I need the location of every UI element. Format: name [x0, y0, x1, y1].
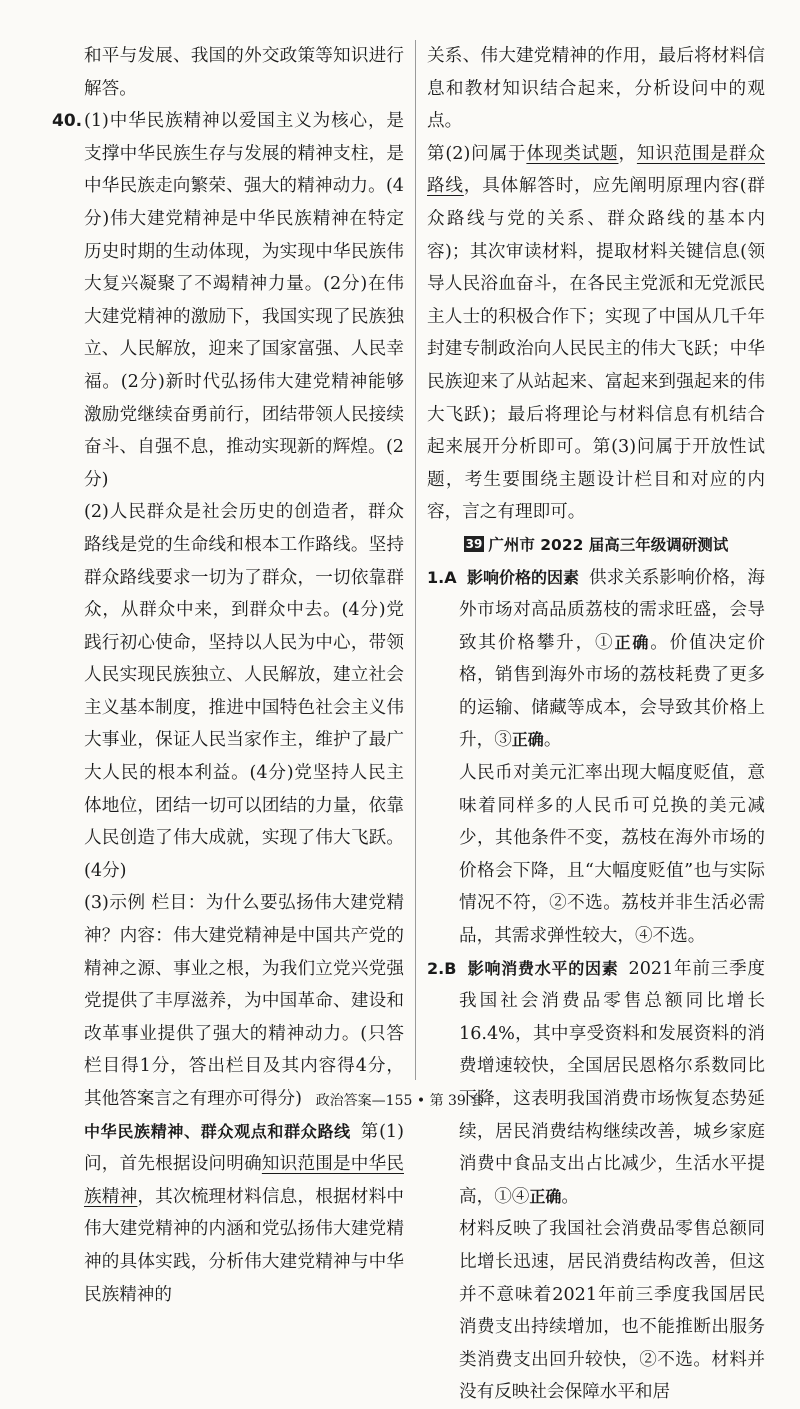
- analysis-part2: [427, 138, 765, 529]
- q40-part2-text: (2)人民群众是社会历史的创造者，群众路线是党的生命线和根本工作路线。坚持群众路线要求一切为了群众，一切依靠群众，从群众中来，到群众中去。(4分)党践行初心使命，坚持以人民为中心，带领人民实现民族独立、人民解放，建立社会主义基本制度，推进中国特色社会主义伟大事业，保证人民当家作主，维护了最广大人民的根本利益。(4分)党坚持人民主体地位，团结一切可以团结的力量，依靠人民创造了伟大成就，实现了伟大飞跃。(4分): [84, 502, 404, 881]
- right-column: [427, 40, 765, 1409]
- q1-explanation: [427, 757, 765, 953]
- q40-analysis: [52, 1116, 404, 1312]
- page-footer: 政治答案—155 • 第 39 套: [315, 1093, 485, 1109]
- question-number: 40.: [52, 111, 83, 132]
- section-title: 广州市 2022 届高三年级调研测试: [488, 535, 729, 554]
- analysis-continued: [427, 40, 765, 138]
- q2-explanation-text: 材料反映了我国社会消费品零售总额同比增长迅速，居民消费结构改善，但这并不意味着2021年前三季度我国居民消费支出持续增加，也不能推断出服务类消费支出回升较快，②不选。材料并没有反映社会保障水平和居: [459, 1219, 765, 1403]
- column-divider: [415, 40, 416, 1080]
- q2-text-1: 2021年前三季度我国社会消费品零售总额同比增长16.4%，其中享受资料和发展资料的消费增速较快，全国居民恩格尔系数同比下降，这表明我国消费市场恢复态势延续，居民消费结构继续改善，城乡家庭消费中食品支出占比减少，生活水平提高，①④: [459, 958, 765, 1207]
- analysis-part2-a: 第(2)问属于: [427, 143, 527, 164]
- q1-number: 1.A: [427, 567, 457, 587]
- analysis-text-a: 第(1)问，首先根据设问明确: [84, 1121, 404, 1175]
- section-badge: 39: [465, 536, 483, 551]
- q2-explanation: [427, 1213, 765, 1409]
- q1-correct-2: 正确: [511, 730, 544, 750]
- analysis-part2-underline-2: 知识范围是群众路线: [427, 143, 765, 197]
- q40-part2: [52, 496, 404, 887]
- left-column: [52, 40, 404, 1311]
- q1-text-3: 。: [543, 730, 562, 751]
- q1-text-2: 。价值决定价格，销售到海外市场的荔枝耗费了更多的运输、储藏等成本，会导致其价格上升，③: [459, 632, 765, 751]
- q2-text-2: 。: [561, 1186, 580, 1207]
- q2-answer: [427, 953, 765, 1214]
- q1-correct-1: 正确: [614, 632, 651, 652]
- analysis-part2-underline-1: 体现类试题: [526, 143, 619, 164]
- q2-number: 2.B: [427, 958, 457, 978]
- analysis-text-b: ，其次梳理材料信息，根据材料中伟大建党精神的内涵和党弘扬伟大建党精神的具体实践，分析伟大建党精神与中华民族精神的: [84, 1186, 404, 1305]
- analysis-keyword: 中华民族精神、群众观点和群众路线: [84, 1121, 351, 1141]
- continued-paragraph: [52, 40, 404, 105]
- q2-keyword: 影响消费水平的因素: [467, 958, 619, 978]
- q1-text-1: 供求关系影响价格，海外市场对高品质荔枝的需求旺盛，会导致其价格攀升，①: [459, 567, 765, 653]
- q1-answer: [427, 562, 765, 758]
- continued-text: 和平与发展、我国的外交政策等知识进行解答。: [84, 46, 404, 99]
- analysis-part2-b: ，: [618, 143, 637, 164]
- q40-part1: [52, 105, 404, 496]
- q1-keyword: 影响价格的因素: [467, 567, 580, 587]
- analysis-part2-c: ，具体解答时，应先阐明原理内容(群众路线与党的关系、群众路线的基本内容)；其次审读材料，提取材料关键信息(领导人民浴血奋斗，在各民主党派和无党派民主人士的积极合作下；实现了中国从几千年封建专制政治向人民民主的伟大飞跃；中华民族迎来了从站起来、富起来到强起来的伟大飞跃)；最后将理论与材料信息有机结合起来展开分析即可。第(3)问属于开放性试题，考生要围绕主题设计栏目和对应的内容，言之有理即可。: [427, 176, 765, 523]
- q1-explanation-text: 人民币对美元汇率出现大幅度贬值，意味着同样多的人民币可兑换的美元减少，其他条件不变，荔枝在海外市场的价格会下降，且“大幅度贬值”也与实际情况不符，②不选。荔枝并非生活必需品，其需求弹性较大，④不选。: [459, 763, 765, 947]
- section-heading: [427, 529, 765, 562]
- q2-correct-1: 正确: [529, 1186, 562, 1206]
- q40-part3: [52, 887, 404, 1115]
- analysis-continued-text: 关系、伟大建党精神的作用，最后将材料信息和教材知识结合起来，分析设问中的观点。: [427, 46, 765, 132]
- q40-part3-text: (3)示例 栏目：为什么要弘扬伟大建党精神？内容：伟大建党精神是中国共产党的精神之源、事业之根，为我们立党兴党强党提供了丰厚滋养，为中国革命、建设和改革事业提供了强大的精神动力。(只答栏目得1分，答出栏目及其内容得4分，其他答案言之有理亦可得分): [84, 893, 404, 1109]
- q40-part1-text: (1)中华民族精神以爱国主义为核心，是支撑中华民族生存与发展的精神支柱，是中华民族走向繁荣、强大的精神动力。(4分)伟大建党精神是中华民族精神在特定历史时期的生动体现，为实现中华民族伟大复兴凝聚了不竭精神力量。(2分)在伟大建党精神的激励下，我国实现了民族独立、人民解放，迎来了国家富强、人民幸福。(2分)新时代弘扬伟大建党精神能够激励党继续奋勇前行，团结带领人民接续奋斗、自强不息，推动实现新的辉煌。(2分): [84, 111, 404, 490]
- analysis-underline-1: 知识范围是中华民族精神: [84, 1154, 404, 1207]
